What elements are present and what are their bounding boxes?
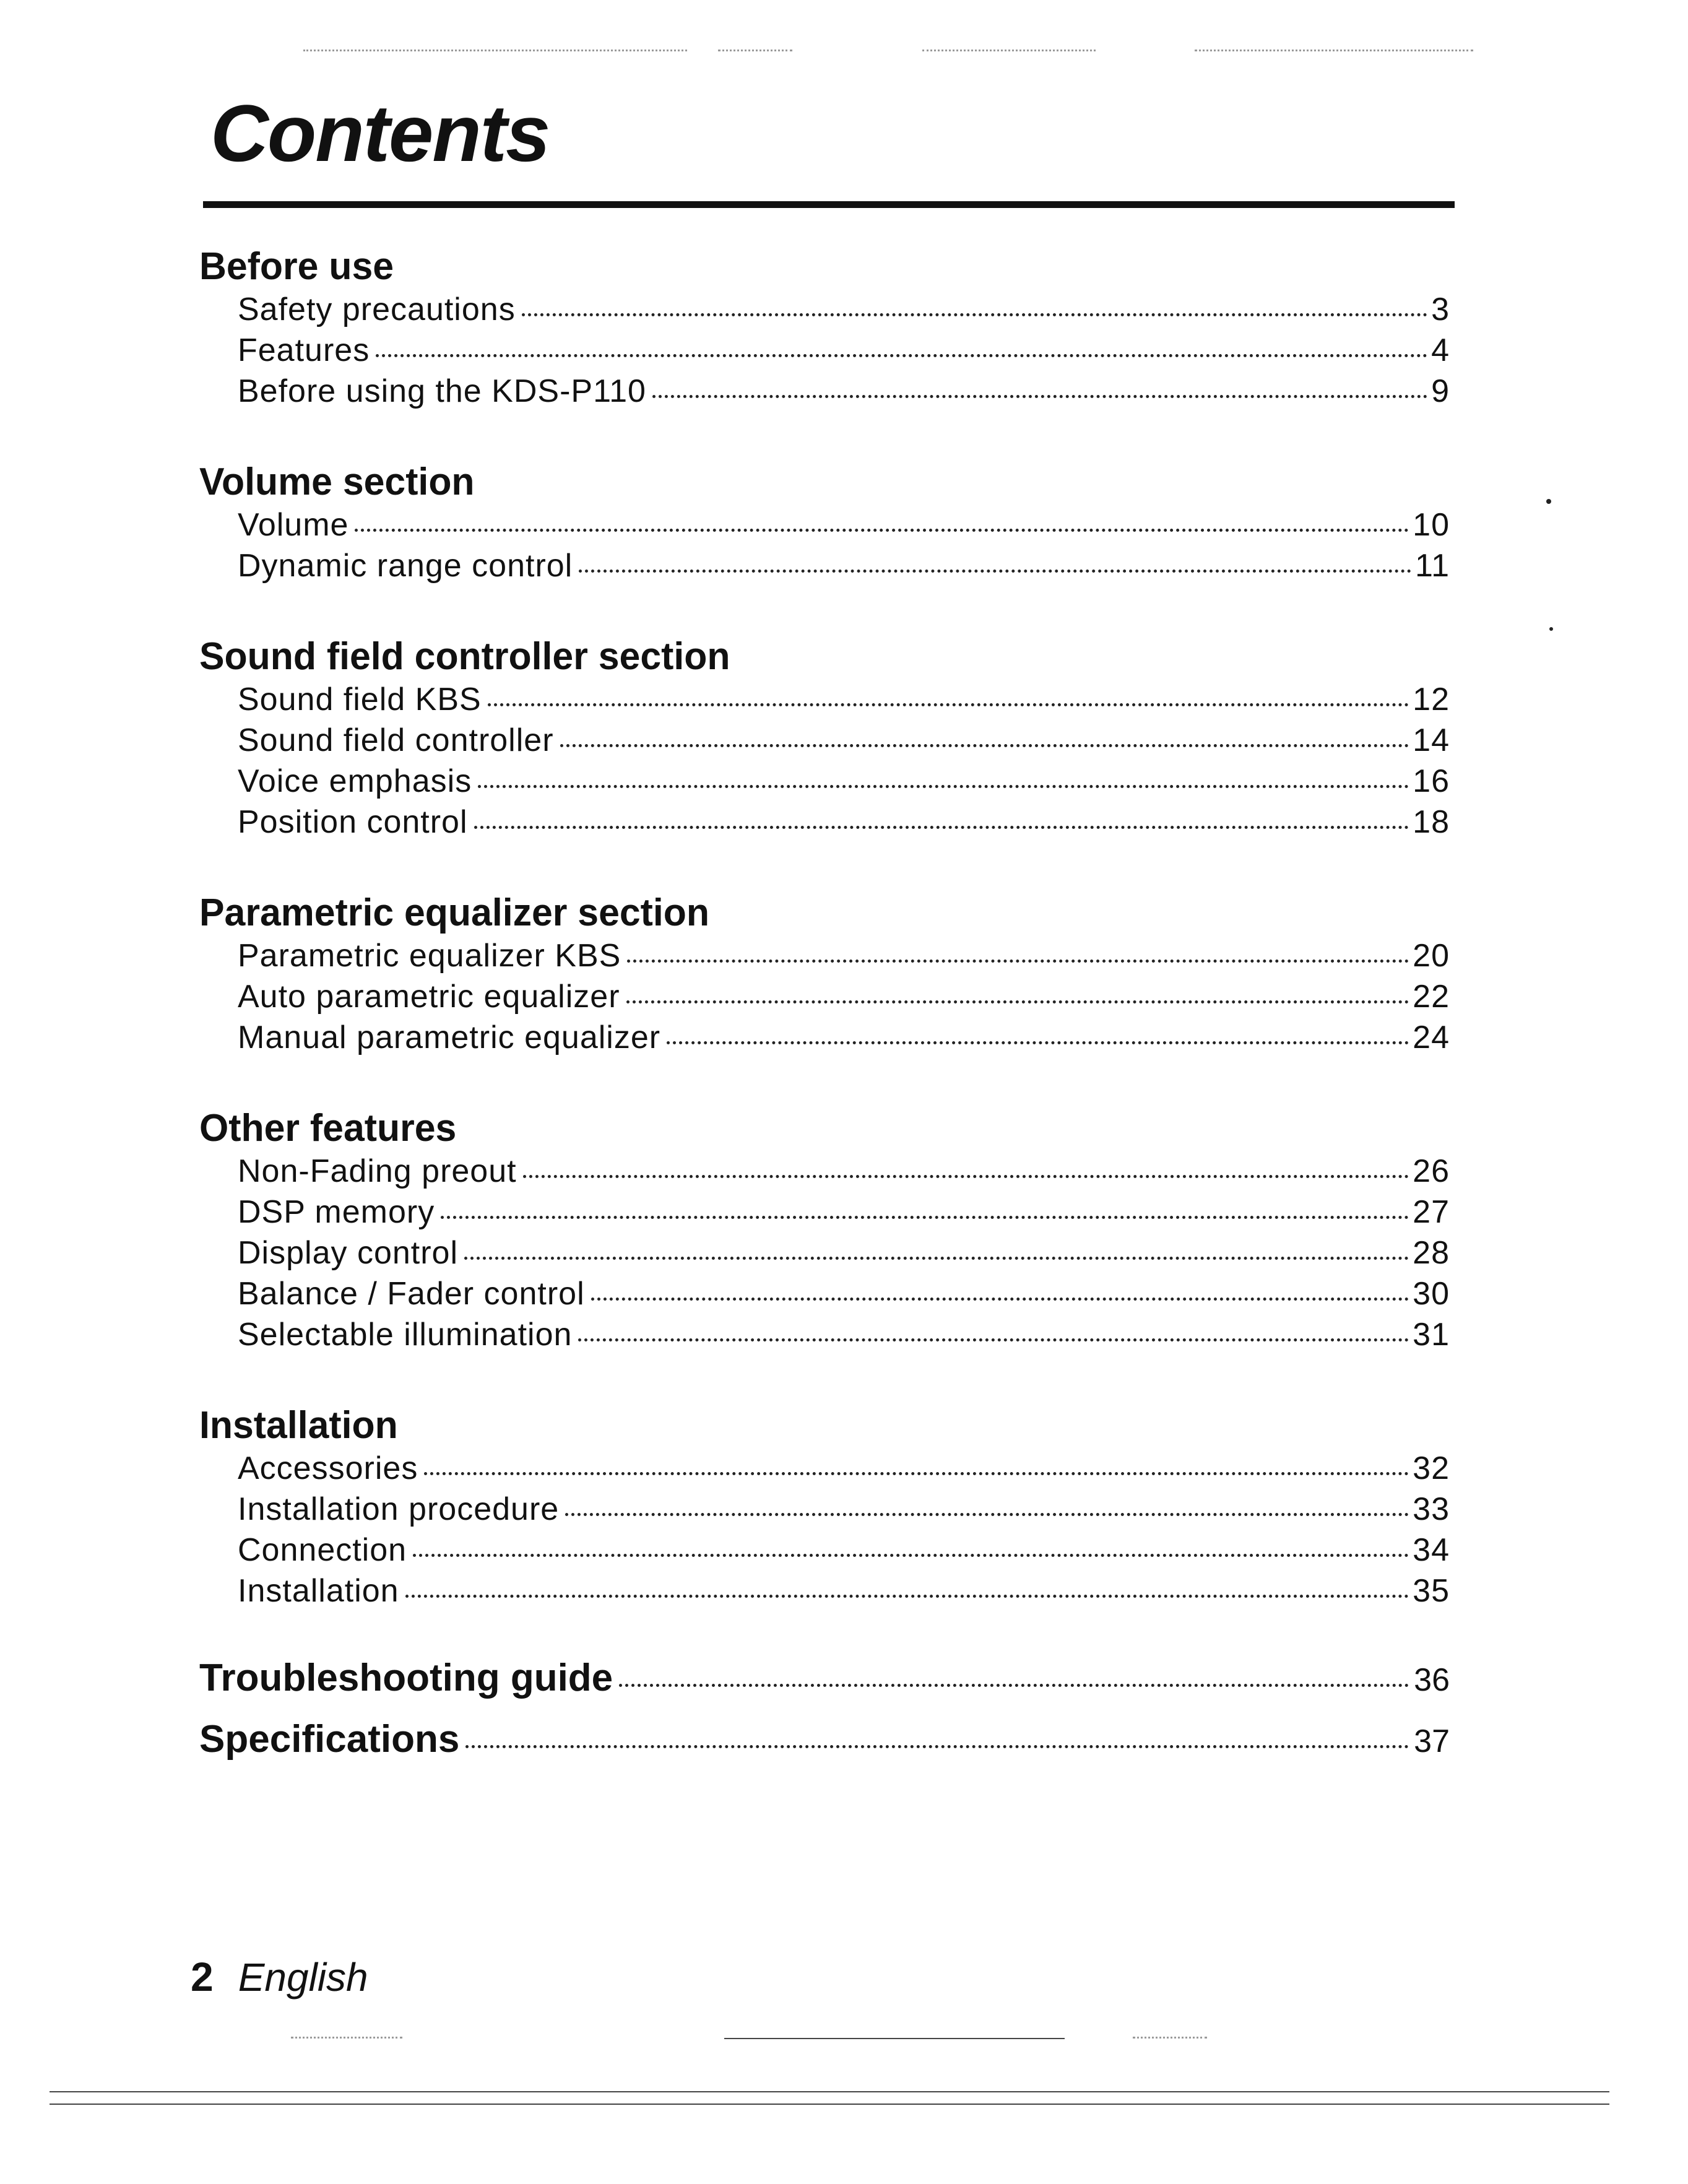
scan-artifact-bottom-dashes-1 (291, 2037, 402, 2039)
entry-label: DSP memory (238, 1194, 435, 1230)
dot-leader (560, 744, 1409, 747)
entry-page: 10 (1413, 507, 1450, 543)
entry-label: Dynamic range control (238, 548, 573, 584)
toc-entry (199, 761, 1450, 802)
entry-label: Installation (238, 1573, 399, 1609)
dot-leader (355, 529, 1409, 532)
toc-entry (199, 545, 1450, 586)
entry-label: Parametric equalizer KBS (238, 938, 621, 974)
entry-label: Balance / Fader control (238, 1276, 585, 1312)
entry-page: 30 (1413, 1276, 1450, 1312)
toc-entry (199, 371, 1450, 412)
toc-entry (199, 1571, 1450, 1611)
toc-entry (199, 505, 1450, 545)
scan-artifact-top-dashes-3 (922, 50, 1096, 51)
footer-page-number: 2 (191, 1954, 214, 2000)
entry-page: 34 (1413, 1532, 1450, 1568)
entry-page: 20 (1413, 938, 1450, 974)
section-heading: Parametric equalizer section (199, 891, 710, 934)
dot-leader (652, 395, 1427, 398)
entry-label: Connection (238, 1532, 407, 1568)
scan-artifact-speck-1 (1546, 499, 1551, 504)
entry-page: 16 (1413, 763, 1450, 799)
entry-label: Accessories (238, 1450, 418, 1486)
toc-entry (199, 720, 1450, 761)
scan-artifact-bottom-dashes-2 (1133, 2037, 1207, 2039)
entry-page: 24 (1413, 1020, 1450, 1055)
entry-page: 27 (1413, 1194, 1450, 1230)
toc-section-parametric-equalizer (199, 891, 1450, 1058)
entry-page: 33 (1413, 1491, 1450, 1527)
scan-artifact-bottom-rule-2 (50, 2104, 1609, 2105)
toc-entry (199, 1314, 1450, 1355)
dot-leader (464, 1257, 1409, 1260)
toc-entry (199, 330, 1450, 371)
dot-leader (478, 785, 1409, 788)
toc-entry (199, 1192, 1450, 1233)
section-heading: Installation (199, 1404, 398, 1447)
entry-label: Selectable illumination (238, 1317, 573, 1353)
title-rule (203, 201, 1455, 208)
entry-page: 35 (1413, 1573, 1450, 1609)
scan-artifact-top-dashes-4 (1195, 50, 1473, 51)
dot-leader (474, 826, 1409, 829)
entry-label: Position control (238, 804, 468, 840)
table-of-contents (199, 245, 1450, 1771)
toc-entry (199, 679, 1450, 720)
dot-leader (441, 1216, 1409, 1219)
dot-leader (413, 1554, 1409, 1557)
entry-page: 4 (1431, 332, 1450, 368)
toc-entry-specifications (199, 1710, 1450, 1771)
entry-label: Auto parametric equalizer (238, 979, 620, 1015)
footer-language: English (238, 1955, 368, 2000)
dot-leader (376, 354, 1427, 357)
scan-artifact-top-dashes-2 (718, 50, 792, 51)
toc-entry (199, 976, 1450, 1017)
dot-leader (405, 1595, 1409, 1598)
entry-page: 26 (1413, 1153, 1450, 1189)
entry-page: 37 (1414, 1723, 1450, 1759)
dot-leader (565, 1513, 1409, 1516)
section-heading: Before use (199, 245, 394, 288)
entry-page: 3 (1431, 292, 1450, 327)
entry-label: Manual parametric equalizer (238, 1020, 661, 1055)
toc-section-volume (199, 460, 1450, 586)
dot-leader (579, 570, 1411, 573)
toc-section-other-features (199, 1106, 1450, 1355)
entry-label: Troubleshooting guide (199, 1657, 613, 1699)
entry-page: 14 (1413, 722, 1450, 758)
toc-entry (199, 1530, 1450, 1571)
toc-entry-troubleshooting (199, 1649, 1450, 1710)
dot-leader (578, 1338, 1409, 1341)
dot-leader (627, 960, 1409, 963)
dot-leader (522, 313, 1427, 316)
toc-entry (199, 1448, 1450, 1489)
entry-page: 18 (1413, 804, 1450, 840)
page-footer (191, 1953, 368, 2000)
entry-page: 31 (1413, 1317, 1450, 1353)
entry-label: Sound field KBS (238, 682, 482, 717)
entry-page: 9 (1431, 373, 1450, 409)
toc-entry (199, 1151, 1450, 1192)
dot-leader (619, 1684, 1409, 1687)
dot-leader (667, 1041, 1409, 1044)
entry-label: Volume (238, 507, 349, 543)
entry-page: 11 (1415, 548, 1450, 584)
entry-label: Installation procedure (238, 1491, 560, 1527)
entry-label: Voice emphasis (238, 763, 472, 799)
scan-artifact-speck-2 (1549, 627, 1553, 631)
entry-label: Before using the KDS-P110 (238, 373, 646, 409)
section-heading: Volume section (199, 461, 475, 503)
toc-entry (199, 1017, 1450, 1058)
toc-entry (199, 1489, 1450, 1530)
entry-label: Sound field controller (238, 722, 554, 758)
entry-page: 22 (1413, 979, 1450, 1015)
dot-leader (591, 1298, 1409, 1301)
page-title: Contents (210, 88, 550, 178)
entry-label: Safety precautions (238, 292, 516, 327)
dot-leader (465, 1745, 1409, 1748)
dot-leader (488, 703, 1409, 706)
entry-label: Display control (238, 1235, 459, 1271)
toc-entry (199, 935, 1450, 976)
scan-artifact-bottom-line-1 (724, 2038, 1065, 2039)
toc-section-before-use (199, 245, 1450, 412)
toc-entry (199, 802, 1450, 843)
scan-artifact-top-dashes-1 (303, 50, 687, 51)
entry-label: Specifications (199, 1718, 460, 1761)
entry-page: 32 (1413, 1450, 1450, 1486)
entry-page: 28 (1413, 1235, 1450, 1271)
section-heading: Sound field controller section (199, 635, 730, 678)
toc-entry (199, 1273, 1450, 1314)
entry-label: Non-Fading preout (238, 1153, 517, 1189)
section-heading: Other features (199, 1107, 457, 1150)
dot-leader (523, 1175, 1409, 1178)
toc-section-sound-field-controller (199, 635, 1450, 843)
entry-page: 36 (1414, 1662, 1450, 1698)
entry-page: 12 (1413, 682, 1450, 717)
toc-section-installation (199, 1403, 1450, 1611)
toc-entry (199, 1233, 1450, 1273)
dot-leader (424, 1472, 1409, 1475)
scan-artifact-bottom-rule-1 (50, 2091, 1609, 2092)
dot-leader (626, 1000, 1409, 1003)
toc-entry (199, 289, 1450, 330)
entry-label: Features (238, 332, 370, 368)
